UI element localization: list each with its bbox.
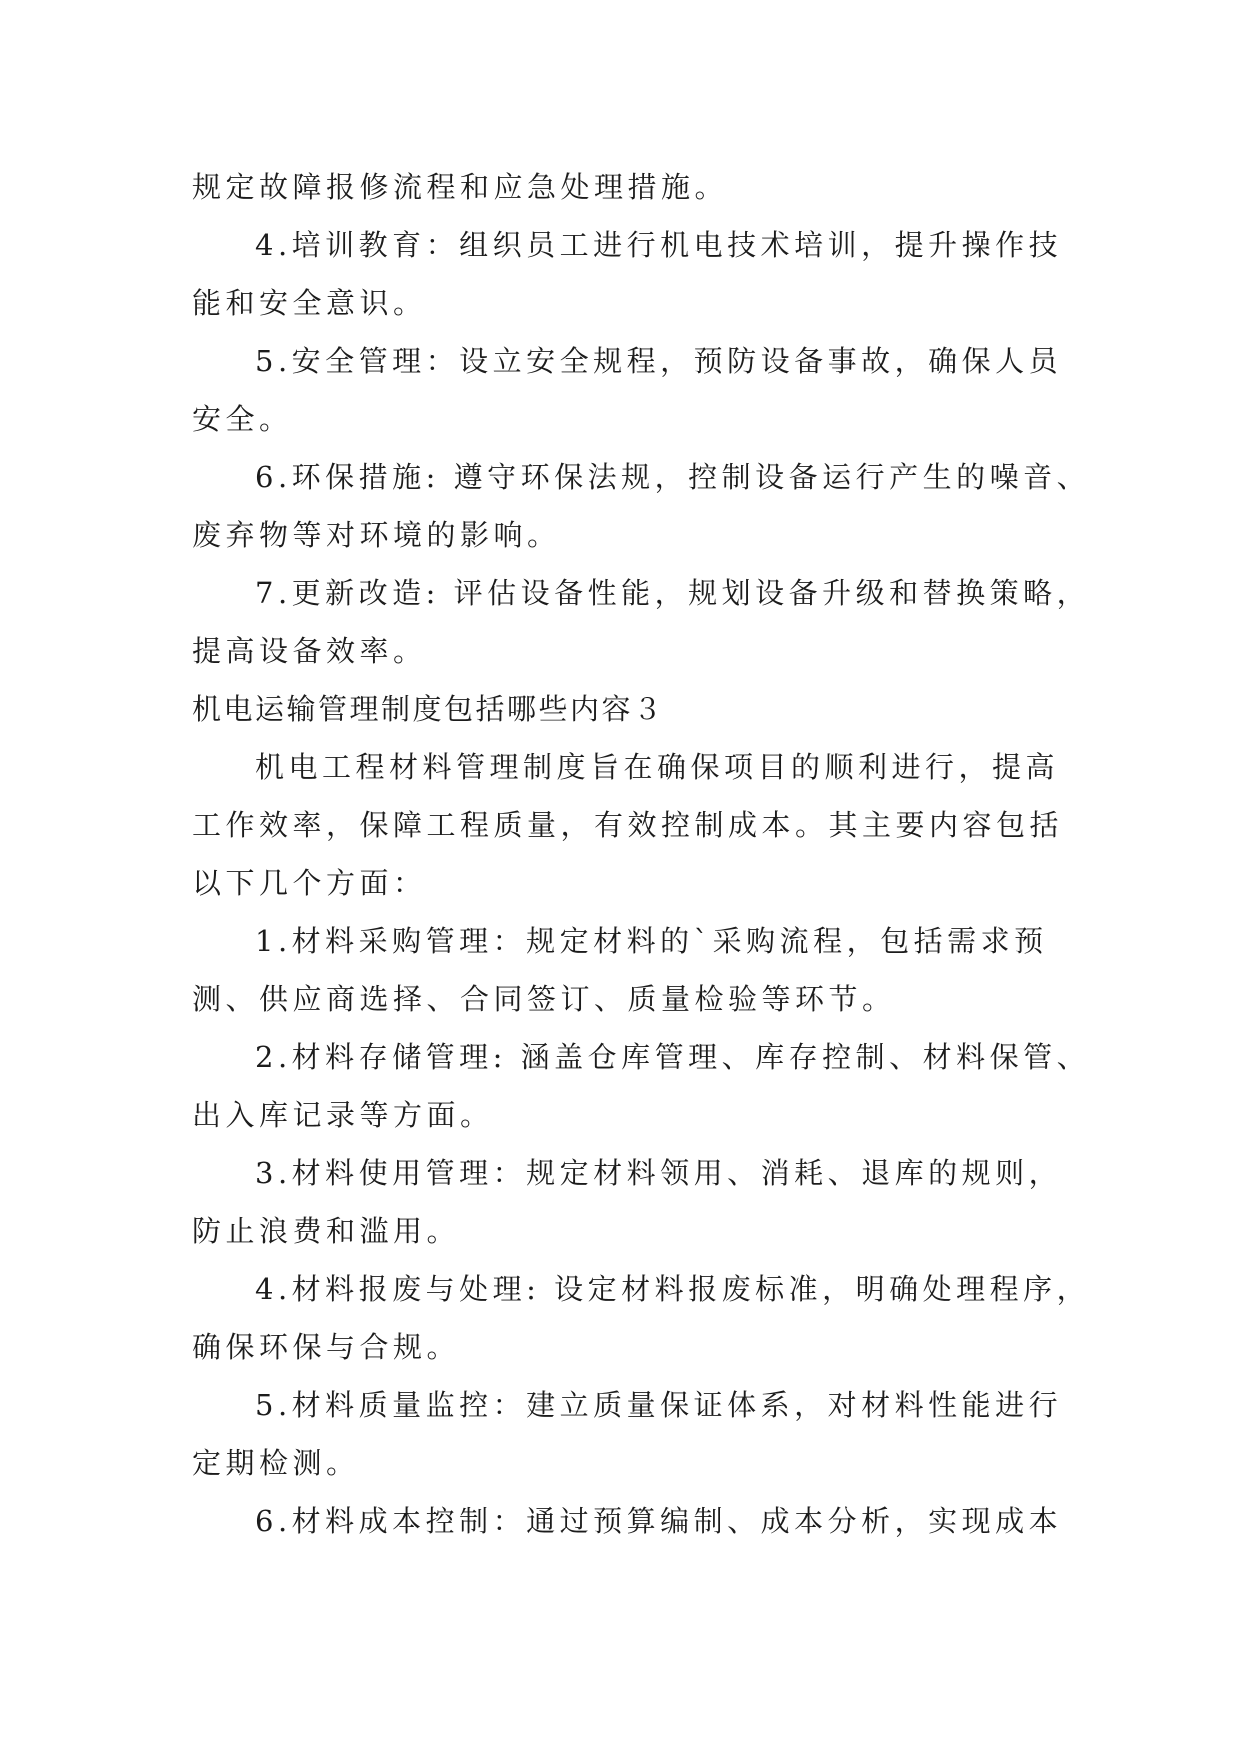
text-line: 测、供应商选择、合同签订、质量检验等环节。 [192, 982, 896, 1016]
text-line: 4.培训教育：组织员工进行机电技术培训，提升操作技 [255, 228, 1063, 262]
text-line: 以下几个方面： [192, 866, 427, 900]
section-heading: 机电运输管理制度包括哪些内容３ [192, 692, 665, 726]
text-line: 4.材料报废与处理: 设定材料报废标准，明确处理程序， [255, 1272, 1091, 1306]
text-line: 3.材料使用管理：规定材料领用、消耗、退库的规则， [255, 1156, 1063, 1190]
text-line: 定期检测。 [192, 1446, 360, 1480]
text-line: 提高设备效率。 [192, 634, 427, 668]
text-line: 能和安全意识。 [192, 286, 427, 320]
text-line: 5.材料质量监控：建立质量保证体系，对材料性能进行 [255, 1388, 1063, 1422]
text-line: 机电工程材料管理制度旨在确保项目的顺利进行，提高 [255, 750, 1060, 784]
text-line: 7.更新改造: 评估设备性能，规划设备升级和替换策略， [255, 576, 1091, 610]
text-line: 1.材料采购管理：规定材料的`采购流程，包括需求预 [255, 924, 1048, 958]
text-line: 2.材料存储管理: 涵盖仓库管理、库存控制、材料保管、 [255, 1040, 1091, 1074]
text-line: 规定故障报修流程和应急处理措施。 [192, 170, 729, 204]
text-line: 出入库记录等方面。 [192, 1098, 494, 1132]
text-line: 废弃物等对环境的影响。 [192, 518, 561, 552]
text-line: 安全。 [192, 402, 293, 436]
text-line: 确保环保与合规。 [192, 1330, 461, 1364]
text-line: 工作效率，保障工程质量，有效控制成本。其主要内容包括 [192, 808, 1064, 842]
text-line: 6.环保措施: 遵守环保法规，控制设备运行产生的噪音、 [255, 460, 1091, 494]
text-line: 5.安全管理：设立安全规程，预防设备事故，确保人员 [255, 344, 1063, 378]
text-line: 防止浪费和滥用。 [192, 1214, 461, 1248]
text-line: 6.材料成本控制：通过预算编制、成本分析，实现成本 [255, 1504, 1063, 1538]
document-body [192, 158, 1091, 1550]
